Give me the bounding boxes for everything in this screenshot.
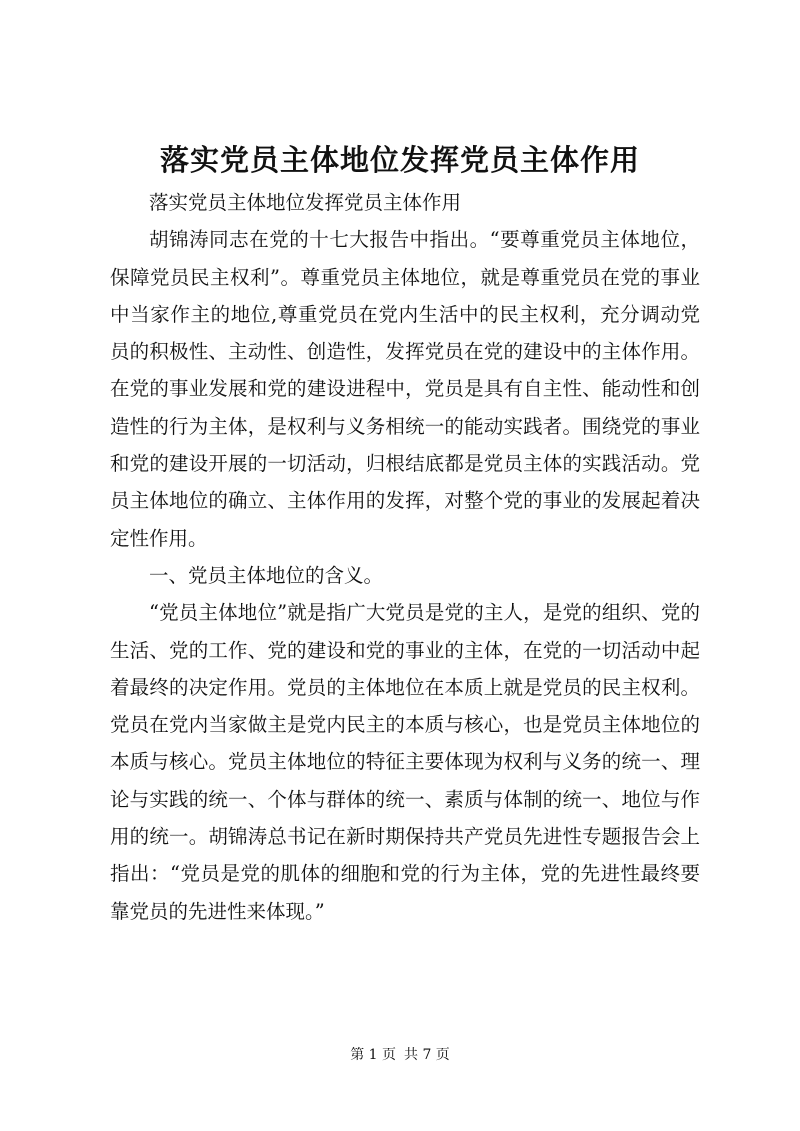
- intro-paragraph: 胡锦涛同志在党的十七大报告中指出。“要尊重党员主体地位，保障党员民主权利”。尊重党员主体地位，就是尊重党员在党的事业中当家作主的地位,尊重党员在党内生活中的民主权利，充分调动党员的积极性、主动性、创造性，发挥党员在党的建设中的主体作用。在党的事业发展和党的建设进程中，党员是具有自主性、能动性和创造性的行为主体，是权利与义务相统一的能动实践者。围绕党的事业和党的建设开展的一切活动，归根结底都是党员主体的实践活动。党员主体地位的确立、主体作用的发挥，对整个党的事业的发展起着决定性作用。: [110, 228, 700, 550]
- page-number: 第 1 页: [350, 1047, 396, 1063]
- page-total: 共 7 页: [404, 1047, 450, 1063]
- subtitle-paragraph: 落实党员主体地位发挥党员主体作用: [149, 191, 462, 214]
- document-title: 落实党员主体地位发挥党员主体作用: [159, 143, 640, 177]
- section-heading: 一、党员主体地位的含义。: [149, 563, 384, 587]
- document-body: [110, 184, 700, 930]
- definition-paragraph: “党员主体地位”就是指广大党员是党的主人，是党的组织、党的生活、党的工作、党的建设和党的事业的主体，在党的一切活动中起着最终的决定作用。党员的主体地位在本质上就是党员的民主权利。党员在党内当家做主是党内民主的本质与核心，也是党员主体地位的本质与核心。党员主体地位的特征主要体现为权利与义务的统一、理论与实践的统一、个体与群体的统一、素质与体制的统一、地位与作用的统一。胡锦涛总书记在新时期保持共产党员先进性专题报告会上指出：“党员是党的肌体的细胞和党的行为主体，党的先进性最终要靠党员的先进性来体现。”: [110, 601, 700, 923]
- page-footer: [0, 1045, 800, 1065]
